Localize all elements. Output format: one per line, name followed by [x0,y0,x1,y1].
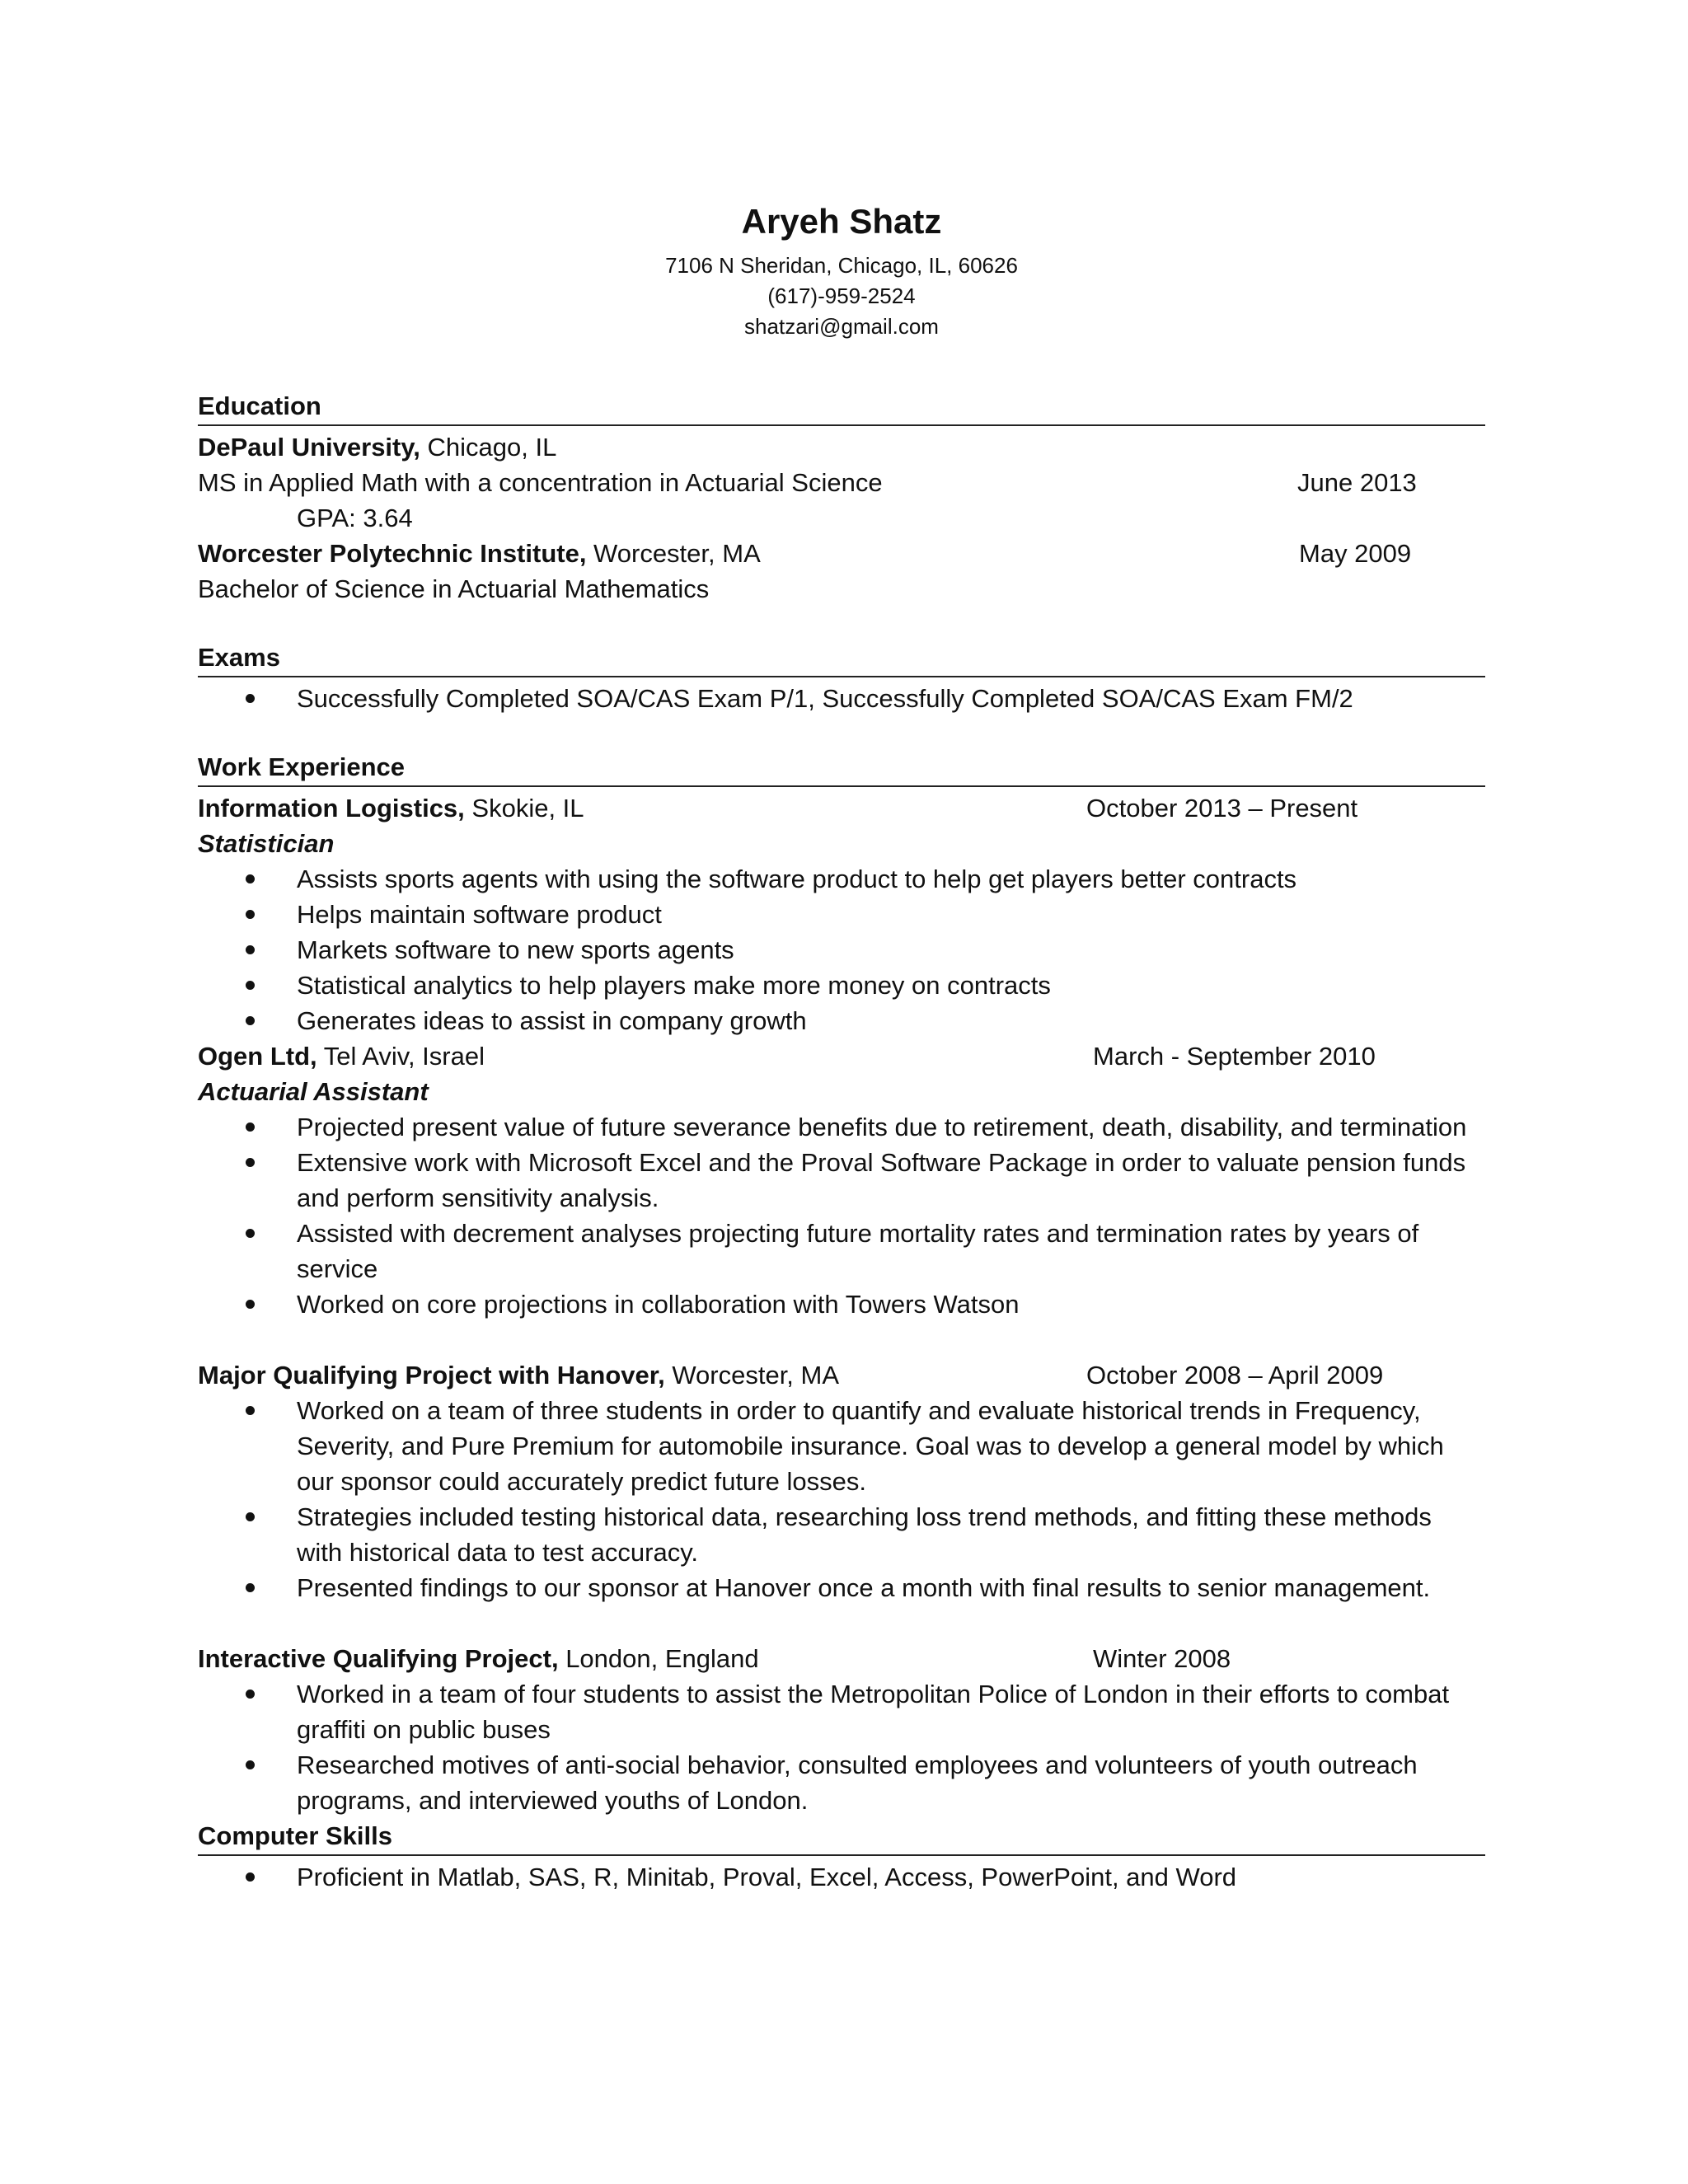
bullet-icon [246,1583,255,1592]
project-duties-list [198,1676,1485,1818]
project-location: Worcester, MA [664,1361,840,1390]
education-entry-depaul [198,429,1485,465]
job-role: Statistician [198,829,335,858]
school-name: Worcester Polytechnic Institute, [198,539,587,568]
education-section [198,388,1485,607]
candidate-name: Aryeh Shatz [741,202,942,241]
job-duties-list [198,1109,1485,1322]
bullet-icon [246,945,255,954]
company-location: Skokie, IL [464,794,584,823]
project-name: Major Qualifying Project with Hanover, [198,1361,665,1390]
project-name: Interactive Qualifying Project, [198,1644,559,1673]
list-item: Extensive work with Microsoft Excel and the Proval Software Package in order to valuate pension funds and perform sensitivity analysis. [198,1145,1485,1216]
bullet-icon [246,694,255,703]
section-heading-work: Work Experience [198,749,1485,787]
list-item: Statistical analytics to help players make more money on contracts [198,968,1485,1003]
company-name: Ogen Ltd, [198,1042,317,1071]
bullet-icon [246,1406,255,1415]
project-entry-mqp [198,1357,1485,1393]
job-duties-list [198,861,1485,1038]
bullet-icon [246,1016,255,1025]
school-location: Worcester, MA [586,539,761,568]
gpa-value: GPA: 3.64 [297,504,413,532]
gpa-row [198,500,1485,536]
list-item: Successfully Completed SOA/CAS Exam P/1, Successfully Completed SOA/CAS Exam FM/2 [198,681,1485,716]
work-experience-section [198,749,1485,1818]
project-duties-list [198,1393,1485,1605]
bullet-icon [246,910,255,919]
bullet-icon [246,981,255,990]
list-item: Generates ideas to assist in company growth [198,1003,1485,1038]
list-item: Worked in a team of four students to assist the Metropolitan Police of London in their efforts to combat graffiti on public buses [198,1676,1485,1747]
bullet-icon [246,1512,255,1521]
degree-date: June 2013 [1297,468,1417,497]
degree-title: MS in Applied Math with a concentration in Actuarial Science [198,468,883,497]
job-role: Actuarial Assistant [198,1077,429,1106]
bullet-icon [246,1158,255,1167]
company-name: Information Logistics, [198,794,465,823]
job-entry-ogen [198,1038,1485,1074]
list-item: Presented findings to our sponsor at Hanover once a month with final results to senior management. [198,1570,1485,1605]
resume-page [198,198,1485,1928]
bullet-icon [246,874,255,883]
degree-row [198,465,1485,500]
job-date: October 2013 – Present [1086,794,1358,823]
degree-title: Bachelor of Science in Actuarial Mathematics [198,574,710,603]
project-date: Winter 2008 [1093,1644,1231,1673]
bullet-icon [246,1760,255,1769]
bullet-icon [246,1872,255,1882]
job-entry-information-logistics [198,790,1485,826]
phone-number: (617)-959-2524 [767,284,916,308]
company-location: Tel Aviv, Israel [316,1042,485,1071]
degree-row [198,571,1485,607]
list-item: Proficient in Matlab, SAS, R, Minitab, Proval, Excel, Access, PowerPoint, and Word [198,1859,1485,1895]
resume-header [198,198,1485,342]
project-date: October 2008 – April 2009 [1086,1361,1384,1390]
list-item: Assisted with decrement analyses projecting future mortality rates and termination rates by years of service [198,1216,1485,1286]
exam-list [198,681,1485,716]
computer-skills-section [198,1818,1485,1895]
section-heading-skills: Computer Skills [198,1818,1485,1856]
list-item: Researched motives of anti-social behavior, consulted employees and volunteers of youth outreach programs, and interviewed youths of London. [198,1747,1485,1818]
list-item: Assists sports agents with using the software product to help get players better contracts [198,861,1485,897]
school-location: Chicago, IL [420,433,557,462]
section-heading-exams: Exams [198,640,1485,677]
address: 7106 N Sheridan, Chicago, IL, 60626 [665,253,1018,278]
education-entry-wpi [198,536,1485,571]
job-date: March - September 2010 [1093,1042,1376,1071]
degree-date: May 2009 [1299,539,1412,568]
bullet-icon [246,1229,255,1238]
email-address: shatzari@gmail.com [744,314,939,339]
section-heading-education: Education [198,388,1485,426]
bullet-icon [246,1300,255,1309]
list-item: Projected present value of future severance benefits due to retirement, death, disability, and termination [198,1109,1485,1145]
school-name: DePaul University, [198,433,420,462]
bullet-icon [246,1122,255,1132]
list-item: Helps maintain software product [198,897,1485,932]
project-location: London, England [558,1644,759,1673]
list-item: Worked on a team of three students in order to quantify and evaluate historical trends in Frequency, Severity, and Pure Premium for automobile insurance. Goal was to develop a general model by which our sponsor could accurately predict future losses. [198,1393,1485,1499]
list-item: Strategies included testing historical data, researching loss trend methods, and fitting these methods with historical data to test accuracy. [198,1499,1485,1570]
skills-list [198,1859,1485,1895]
bullet-icon [246,1690,255,1699]
project-entry-iqp [198,1641,1485,1676]
exams-section [198,640,1485,716]
list-item: Worked on core projections in collaboration with Towers Watson [198,1286,1485,1322]
list-item: Markets software to new sports agents [198,932,1485,968]
